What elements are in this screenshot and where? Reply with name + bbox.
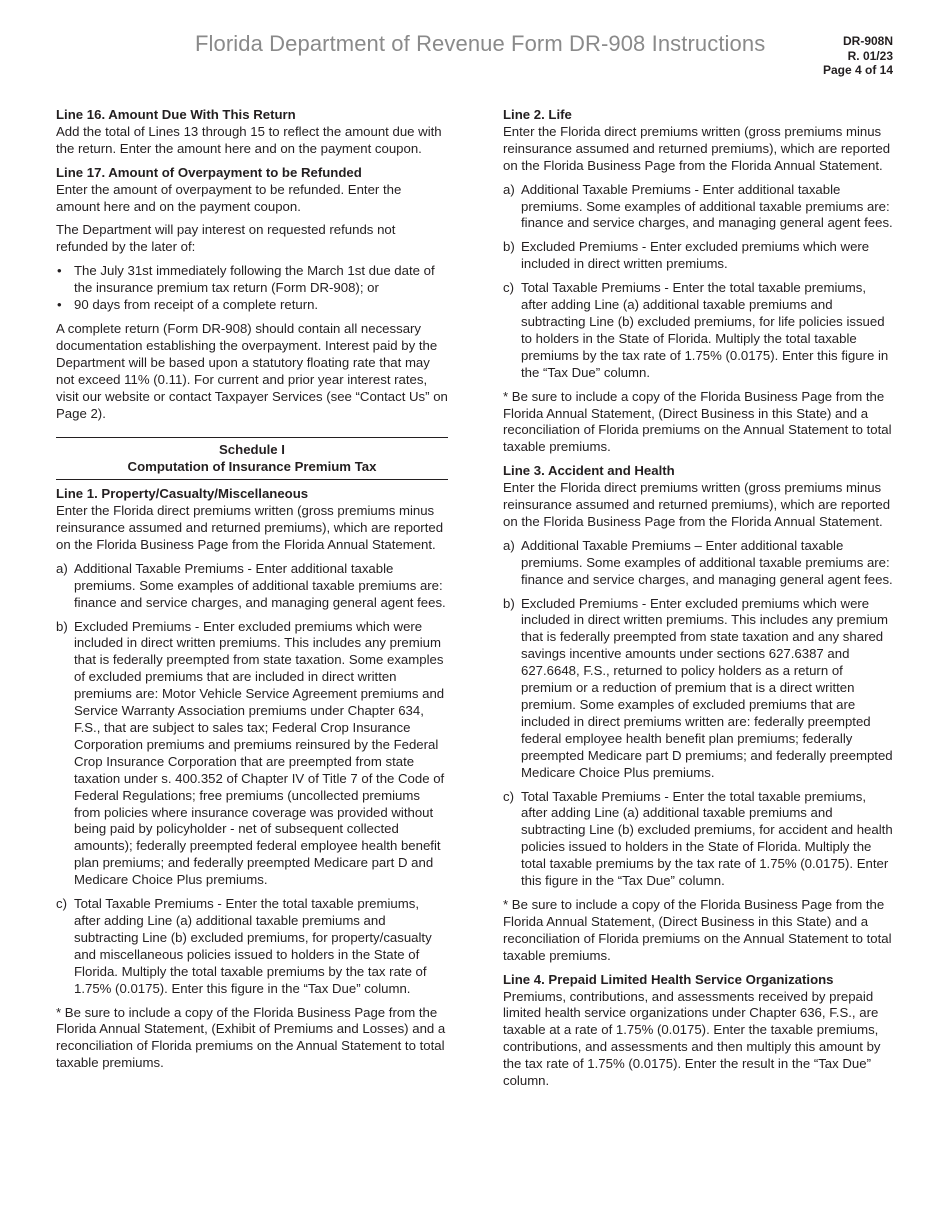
item-label: a) [503, 181, 515, 197]
item-label: a) [503, 537, 515, 553]
list-item: • The July 31st immediately following the March 1st due date of the insurance premium tax return (Form DR-908); or [56, 263, 448, 297]
line-2-item-a [503, 182, 896, 233]
item-text: Total Taxable Premiums - Enter the total taxable premiums, after adding Line (a) additional taxable premiums and subtracting Line (b) excluded premiums, for life policies issued to holders in the State of Florida. Multiply the total taxable premiums by the tax rate of 1.75% (0.0175). Enter this figure in the “Tax Due” column. [521, 280, 889, 380]
line-2-title: Line 2. Life [503, 107, 572, 122]
line-1-title: Line 1. Property/Casualty/Miscellaneous [56, 486, 309, 502]
page-header [0, 0, 950, 90]
line-1-item-b [56, 619, 448, 890]
item-text: Additional Taxable Premiums – Enter additional taxable premiums. Some examples of additional taxable premiums are: finance and service charges, and managing general agent fees. [521, 537, 893, 587]
item-text: Excluded Premiums - Enter excluded premiums which were included in direct written premiums. This includes any premium that is federally preempted from state taxation and any shared savings incentive amounts under sections 627.6387 and 627.6648, F.S., returned to policy holders as a return of premium or a reduction of premium that is a direct written premium. Some examples of excluded premiums that are included in direct premiums written are: federally preempted federal employee health benefit plan premiums; federally preempted Medicare part D premiums; and federally preempted Medicare Choice Plus premiums. [521, 595, 893, 780]
line-2-section [503, 107, 896, 175]
line-3-section [503, 463, 896, 531]
line-3-item-b [503, 596, 896, 782]
line-2-item-c [503, 280, 896, 381]
line-17-section [56, 165, 448, 216]
item-label: b) [56, 618, 68, 634]
document-title: Florida Department of Revenue Form DR-908 Instructions [195, 31, 766, 56]
line-4-section [503, 972, 896, 1090]
line-2-body: Enter the Florida direct premiums written (gross premiums minus reinsurance assumed and returned premiums), which are reported on the Florida Business Page from the Florida Annual Statement. [503, 123, 891, 173]
item-text: Additional Taxable Premiums - Enter additional taxable premiums. Some examples of additional taxable premiums are: finance and service charges, and managing general agent fees. [521, 181, 893, 231]
left-column [56, 107, 448, 1079]
line-2-note: * Be sure to include a copy of the Florida Business Page from the Florida Annual Statement, (Direct Business in this State) and a reconciliation of Florida premiums on the Annual Statement to total taxable premiums. [503, 388, 892, 455]
item-label: b) [503, 595, 515, 611]
complete-return-paragraph: A complete return (Form DR-908) should contain all necessary documentation establishing the overpayment. Interest paid by the Department will be based upon a statutory floating rate that may not exceed 11% (0.11). For current and prior year interest rates, visit our website or contact Taxpayer Services (see “Contact Us” on Page 2). [56, 320, 448, 421]
line-1-item-a [56, 561, 448, 612]
line-1-body: Enter the Florida direct premiums written (gross premiums minus reinsurance assumed and returned premiums), which are reported on the Florida Business Page from the Florida Annual Statement. [56, 503, 444, 552]
item-label: c) [56, 896, 67, 912]
line-1-section [56, 486, 448, 554]
item-text: Excluded Premiums - Enter excluded premiums which were included in direct written premiums. This includes any premium that is federally preempted from state taxation. Some examples of excluded premiums that are included in direct written premiums are: Motor Vehicle Service Agreement premiums and Service Warranty Association premiums under Chapter 634, F.S., that are subject to sales tax; Federal Crop Insurance Corporation premiums and premiums reinsured by the Federal Crop Insurance Corporation that are preempted from state taxation under s. 400.352 of Chapter IV of Title 7 of the Code of Federal Regulations; free premiums (uncollected premiums from policies where insurance coverage was provided without being paid by policyholder - net of subsequent collected amounts); federally preempted federal employee health benefit plan premiums; and federally preempted Medicare part D and Medicare Choice Plus premiums. [74, 618, 445, 888]
schedule-subtitle: Computation of Insurance Premium Tax [127, 459, 377, 475]
right-column [503, 107, 896, 1097]
line-3-note: * Be sure to include a copy of the Florida Business Page from the Florida Annual Statement, (Direct Business in this State) and a reconciliation of Florida premiums on the Annual Statement to total taxable premiums. [503, 896, 892, 963]
line-3-body: Enter the Florida direct premiums written (gross premiums minus reinsurance assumed and returned premiums), which are reported on the Florida Business Page from the Florida Annual Statement. [503, 480, 891, 529]
line-17-body: Enter the amount of overpayment to be refunded. Enter the amount here and on the payment coupon. [56, 181, 402, 214]
line-2-item-b [503, 239, 896, 273]
line-17-title: Line 17. Amount of Overpayment to be Refunded [56, 164, 362, 180]
item-label: a) [56, 560, 68, 576]
interest-conditions-list [56, 263, 448, 314]
interest-intro: The Department will pay interest on requested refunds not refunded by the later of: [56, 222, 396, 255]
schedule-title: Schedule I [219, 442, 285, 458]
item-label: c) [503, 788, 514, 804]
line-1-item-c [56, 896, 448, 997]
line-3-title: Line 3. Accident and Health [503, 463, 675, 479]
list-item: • 90 days from receipt of a complete return. [56, 297, 448, 314]
page-number: Page 4 of 14 [822, 63, 893, 77]
line-3-item-c [503, 789, 896, 890]
schedule-heading [56, 437, 448, 480]
form-number: DR-908N [842, 34, 893, 48]
item-label: b) [503, 239, 515, 255]
item-text: Total Taxable Premiums - Enter the total taxable premiums, after adding Line (a) additional taxable premiums and subtracting Line (b) excluded premiums, for accident and health policies issued to holders in the State of Florida. Multiply the total taxable premiums by the tax rate of 1.75% (0.0175). Enter this figure in the “Tax Due” column. [521, 788, 893, 889]
item-text: Additional Taxable Premiums - Enter additional taxable premiums. Some examples of additional taxable premiums are: finance and service charges, and managing general agent fees. [74, 560, 446, 610]
form-revision: R. 01/23 [847, 48, 893, 63]
line-16-body: Add the total of Lines 13 through 15 to reflect the amount due with the return. Enter the amount here and on the payment coupon. [56, 123, 442, 156]
line-4-body: Premiums, contributions, and assessments received by prepaid limited health service organizations under Chapter 636, F.S., are taxable at a rate of 1.75% (0.0175). Enter the taxable premiums, contributions, and assessments and then multiply this amount by the tax rate of 1.75% (0.0175). Enter the result in the “Tax Due” column. [503, 988, 881, 1089]
line-16-section [56, 107, 448, 158]
item-label: c) [503, 280, 514, 296]
line-3-item-a [503, 538, 896, 589]
form-identifier [823, 34, 893, 78]
line-16-title: Line 16. Amount Due With This Return [56, 107, 296, 122]
item-text: Excluded Premiums - Enter excluded premiums which were included in direct written premiums. [521, 239, 870, 272]
item-text: Total Taxable Premiums - Enter the total taxable premiums, after adding Line (a) additional taxable premiums and subtracting Line (b) excluded premiums, for property/casualty and miscellaneous policies issued to holders in the State of Florida. Multiply the total taxable premiums by the tax rate of 1.75% (0.0175). Enter this figure in the “Tax Due” column. [74, 896, 432, 996]
line-4-title: Line 4. Prepaid Limited Health Service Organizations [503, 971, 834, 987]
line-1-note: * Be sure to include a copy of the Florida Business Page from the Florida Annual Statement, (Exhibit of Premiums and Losses) and a reconciliation of Florida premiums on the Annual Statement to total taxable premiums. [56, 1004, 446, 1071]
